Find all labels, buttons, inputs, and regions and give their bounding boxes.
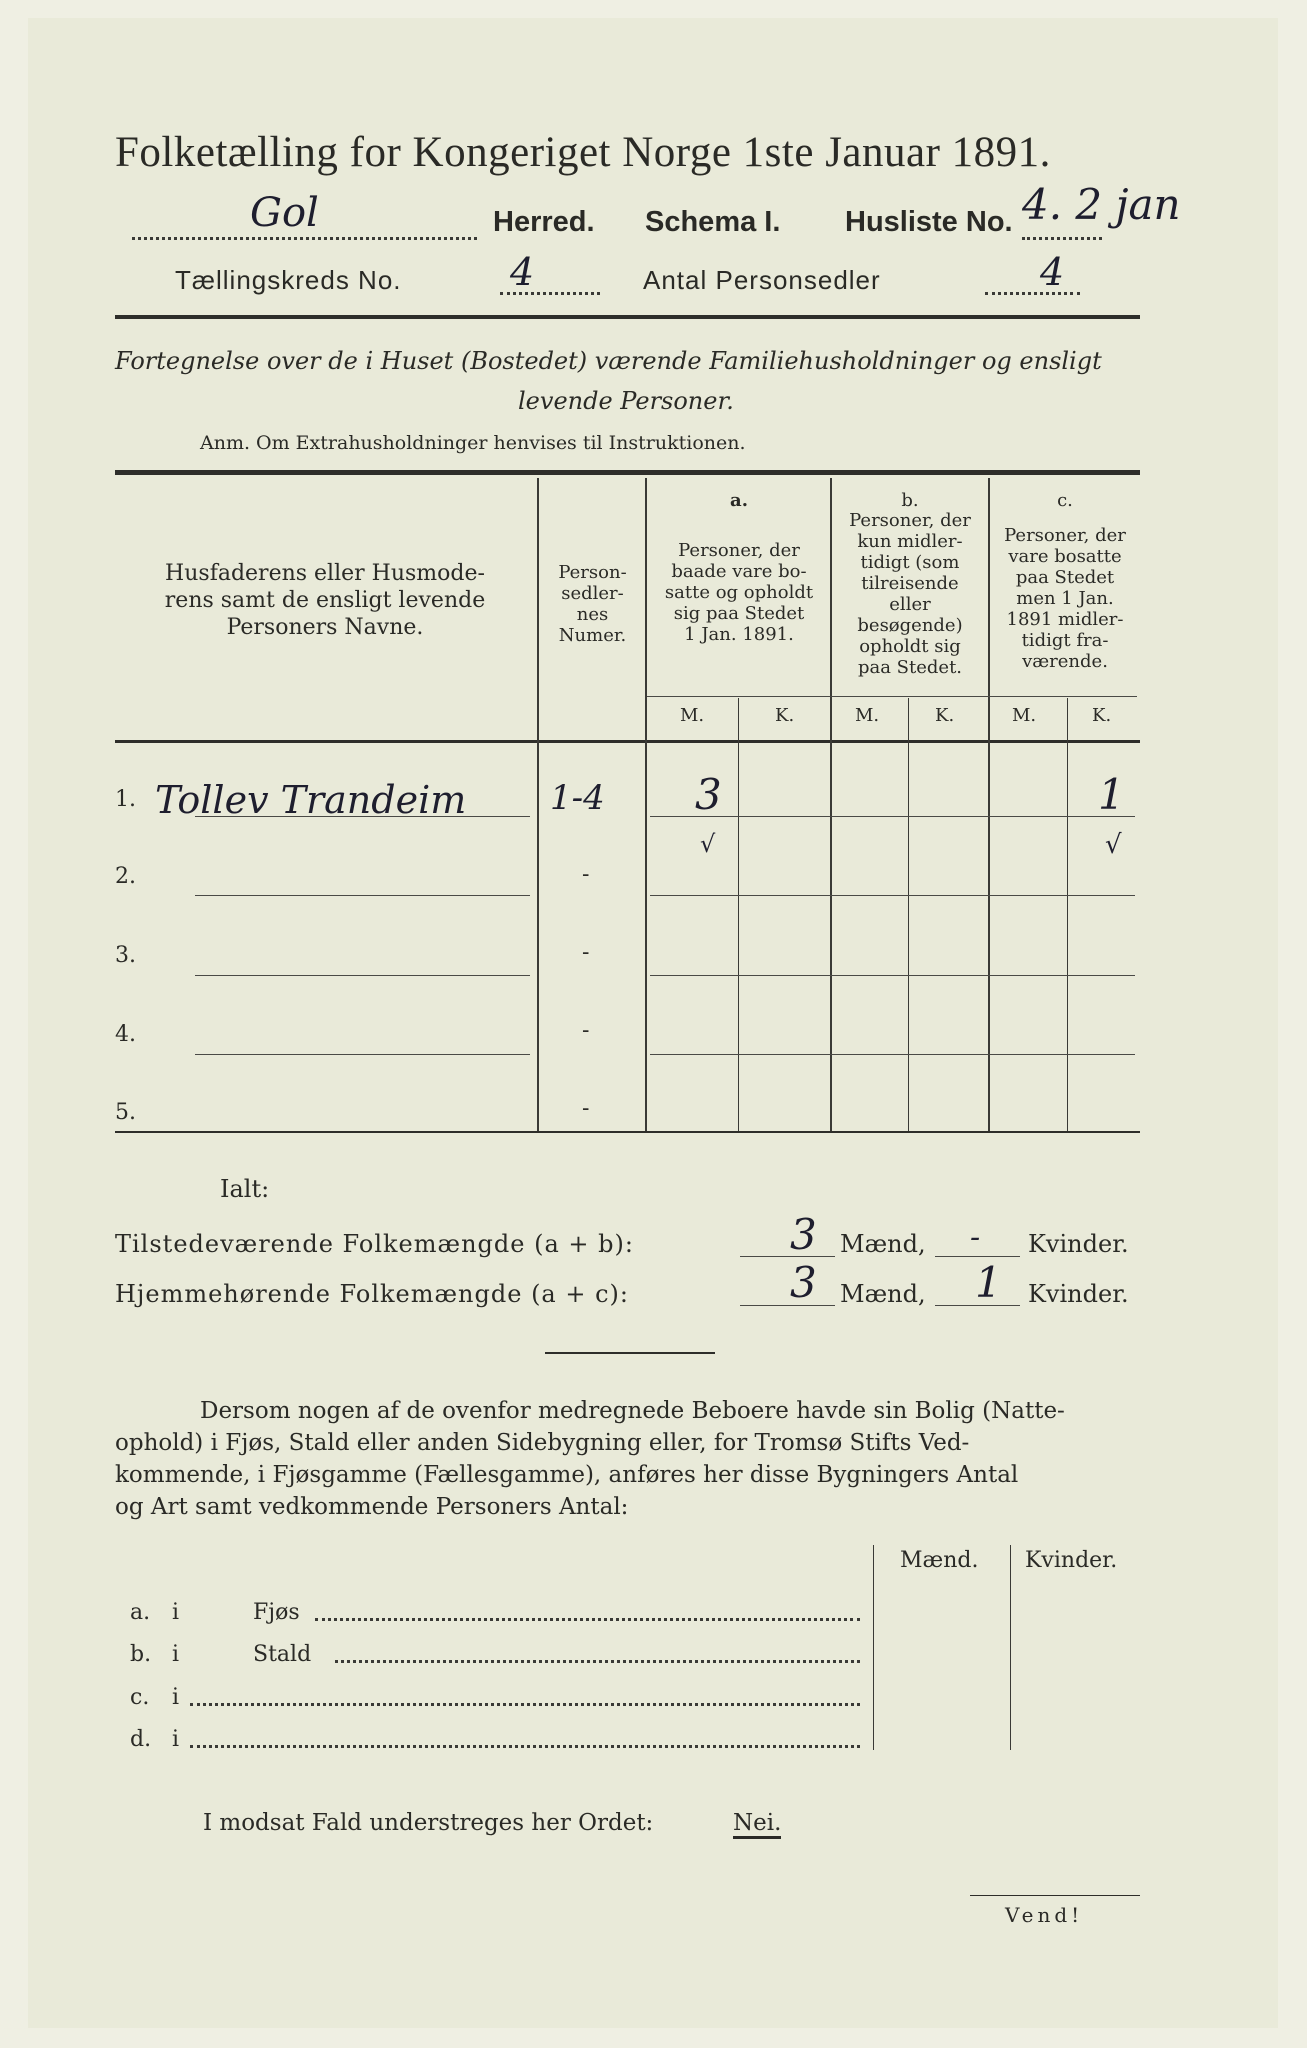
col-c-header xyxy=(990,525,1140,672)
husliste-label: Husliste No. xyxy=(845,206,1013,238)
col-b-line5: eller xyxy=(889,594,931,615)
building-d-i: i xyxy=(172,1727,180,1752)
table-bottom-rule xyxy=(115,1131,1140,1133)
col-c-k-label: K. xyxy=(1092,705,1112,726)
col-num-line3: nes xyxy=(576,604,609,625)
building-b-letter: b. xyxy=(130,1642,152,1667)
tilstede-m: 3 xyxy=(790,1210,817,1259)
buildings-divider-1 xyxy=(873,1545,874,1750)
building-c-letter: c. xyxy=(130,1685,150,1710)
building-a-letter: a. xyxy=(130,1600,151,1625)
col-b-m-label: M. xyxy=(855,705,880,726)
schema-label: Schema I. xyxy=(645,206,781,238)
census-form-page xyxy=(28,18,1278,2028)
hjemme-label: Hjemmehørende Folkemængde (a + c): xyxy=(115,1280,629,1308)
form-title: Folketælling for Kongeriget Norge 1ste Januar 1891. xyxy=(115,129,1051,176)
row2-number: 2. xyxy=(115,864,136,889)
row4-num: - xyxy=(582,1018,590,1043)
table-header-rule xyxy=(115,740,1140,743)
col-a-line1: Personer, der xyxy=(678,540,800,561)
col-a-line2: baade vare bo- xyxy=(671,561,807,582)
col-a-mk-divider xyxy=(738,698,739,1131)
col-c-m-label: M. xyxy=(1012,705,1037,726)
hjemme-m-line xyxy=(740,1305,835,1306)
tilstede-label: Tilstedeværende Folkemængde (a + b): xyxy=(115,1230,634,1258)
col-b-letter: b. xyxy=(901,490,919,511)
row4-values-line xyxy=(650,1054,1135,1055)
col-b-mk-divider xyxy=(908,698,909,1131)
row1-name: Tollev Trandeim xyxy=(155,778,467,822)
building-c-dots xyxy=(190,1703,860,1706)
row3-num: - xyxy=(582,940,590,965)
building-a-i: i xyxy=(172,1600,180,1625)
col-name-line1: Husfaderens eller Husmode- xyxy=(165,561,485,586)
section-divider xyxy=(545,1352,715,1354)
row3-number: 3. xyxy=(115,943,136,968)
col-b-line2: kun midler- xyxy=(857,531,963,552)
antal-dotline xyxy=(985,292,1080,295)
row4-line xyxy=(195,1054,530,1055)
header-rule xyxy=(115,315,1140,319)
row1-values-line xyxy=(650,816,1135,817)
col-c-line4: men 1 Jan. xyxy=(1016,588,1114,609)
building-d-letter: d. xyxy=(130,1727,152,1752)
herred-label: Herred. xyxy=(493,206,595,238)
col-divider-2 xyxy=(645,478,647,1131)
intro-line2: levende Personer. xyxy=(518,387,734,415)
col-num-header xyxy=(540,562,645,646)
nei-word: Nei. xyxy=(733,1810,781,1839)
col-a-m-label: M. xyxy=(680,705,705,726)
building-a-dots xyxy=(315,1618,860,1621)
tilstede-m-line xyxy=(740,1256,835,1257)
kreds-value: 4 xyxy=(510,250,535,294)
row1-num: 1-4 xyxy=(550,778,605,818)
col-b-line6: besøgende) xyxy=(857,615,963,636)
col-c-line7: værende. xyxy=(1022,651,1108,672)
col-c-line1: Personer, der xyxy=(1004,525,1126,546)
herred-dotline xyxy=(132,237,477,240)
hjemme-kvinder: Kvinder. xyxy=(1028,1280,1129,1308)
building-a-label: Fjøs xyxy=(253,1600,300,1625)
buildings-line1: Dersom nogen af de ovenfor medregnede Beboere havde sin Bolig (Natte- xyxy=(200,1398,1065,1424)
col-c-line2: vare bosatte xyxy=(1008,546,1122,567)
anm-note: Anm. Om Extrahusholdninger henvises til Instruktionen. xyxy=(200,432,746,454)
col-b-line8: paa Stedet. xyxy=(857,657,963,678)
husliste-dotline xyxy=(1022,237,1102,240)
col-a-header xyxy=(648,540,830,645)
col-num-line4: Numer. xyxy=(558,625,627,646)
col-b-line4: tilreisende xyxy=(861,573,959,594)
col-b-line3: tidigt (som xyxy=(860,552,960,573)
intro-line1: Fortegnelse over de i Huset (Bostedet) værende Familiehusholdninger og ensligt xyxy=(115,347,1102,375)
row1-a-m: 3 xyxy=(695,770,722,819)
row1-number: 1. xyxy=(115,787,136,812)
herred-value: Gol xyxy=(250,190,319,236)
tilstede-kvinder: Kvinder. xyxy=(1028,1230,1129,1258)
col-a-line5: 1 Jan. 1891. xyxy=(684,624,794,645)
buildings-line4: og Art samt vedkommende Personers Antal: xyxy=(115,1494,629,1520)
col-num-line1: Person- xyxy=(558,562,627,583)
col-divider-1 xyxy=(537,478,539,1131)
col-b-line7: opholdt sig xyxy=(859,636,961,657)
antal-value: 4 xyxy=(1040,250,1065,294)
col-b-header xyxy=(832,510,988,678)
building-b-label: Stald xyxy=(253,1642,312,1667)
modsat-text: I modsat Fald understreges her Ordet: xyxy=(203,1810,654,1836)
vend-text: Vend! xyxy=(1005,1903,1084,1927)
kreds-dotline xyxy=(500,292,600,295)
col-name-header xyxy=(120,560,530,641)
ialt-label: Ialt: xyxy=(220,1175,270,1203)
col-c-line6: tidigt fra- xyxy=(1021,630,1109,651)
row3-values-line xyxy=(650,975,1135,976)
kreds-label: Tællingskreds No. xyxy=(175,265,402,295)
row1-a-m-check: √ xyxy=(700,830,716,858)
tilstede-maend: Mænd, xyxy=(840,1230,926,1258)
row4-number: 4. xyxy=(115,1022,136,1047)
col-a-k-label: K. xyxy=(775,705,795,726)
row1-c-k: 1 xyxy=(1098,770,1125,819)
col-num-line2: sedler- xyxy=(561,583,624,604)
tilstede-k-line xyxy=(935,1256,1020,1257)
buildings-kvinder-header: Kvinder. xyxy=(1025,1548,1118,1573)
col-name-line3: Personers Navne. xyxy=(226,615,424,640)
col-c-mk-divider xyxy=(1067,698,1068,1131)
row2-num: - xyxy=(582,862,590,887)
building-c-i: i xyxy=(172,1685,180,1710)
mk-rule xyxy=(647,696,1137,697)
buildings-maend-header: Mænd. xyxy=(900,1548,979,1573)
building-b-dots xyxy=(335,1660,860,1663)
col-c-line5: 1891 midler- xyxy=(1006,609,1124,630)
row2-line xyxy=(195,895,530,896)
table-top-rule xyxy=(115,470,1140,475)
antal-label: Antal Personsedler xyxy=(643,265,881,295)
col-c-line3: paa Stedet xyxy=(1015,567,1115,588)
hjemme-maend: Mænd, xyxy=(840,1280,926,1308)
building-d-dots xyxy=(190,1745,860,1748)
col-c-letter: c. xyxy=(1057,490,1073,511)
buildings-paragraph xyxy=(115,1395,1140,1523)
building-b-i: i xyxy=(172,1642,180,1667)
col-a-line4: sig paa Stedet xyxy=(673,603,805,624)
col-a-line3: satte og opholdt xyxy=(664,582,814,603)
buildings-line2: ophold) i Fjøs, Stald eller anden Sidebygning eller, for Tromsø Stifts Ved- xyxy=(115,1430,970,1456)
row2-values-line xyxy=(650,895,1135,896)
col-b-k-label: K. xyxy=(935,705,955,726)
col-a-letter: a. xyxy=(730,490,748,511)
col-name-line2: rens samt de ensligt levende xyxy=(164,588,486,613)
husliste-value: 4. 2 jan xyxy=(1022,180,1181,229)
col-b-line1: Personer, der xyxy=(849,510,971,531)
row3-line xyxy=(195,975,530,976)
buildings-line3: kommende, i Fjøsgamme (Fællesgamme), anføres her disse Bygningers Antal xyxy=(115,1462,1019,1488)
hjemme-m: 3 xyxy=(790,1258,817,1307)
row5-num: - xyxy=(582,1096,590,1121)
buildings-divider-2 xyxy=(1010,1545,1011,1750)
row5-number: 5. xyxy=(115,1100,136,1125)
row1-c-k-check: √ xyxy=(1105,830,1122,860)
tilstede-k: - xyxy=(970,1220,981,1255)
vend-rule xyxy=(970,1895,1140,1896)
hjemme-k: 1 xyxy=(975,1258,1002,1307)
